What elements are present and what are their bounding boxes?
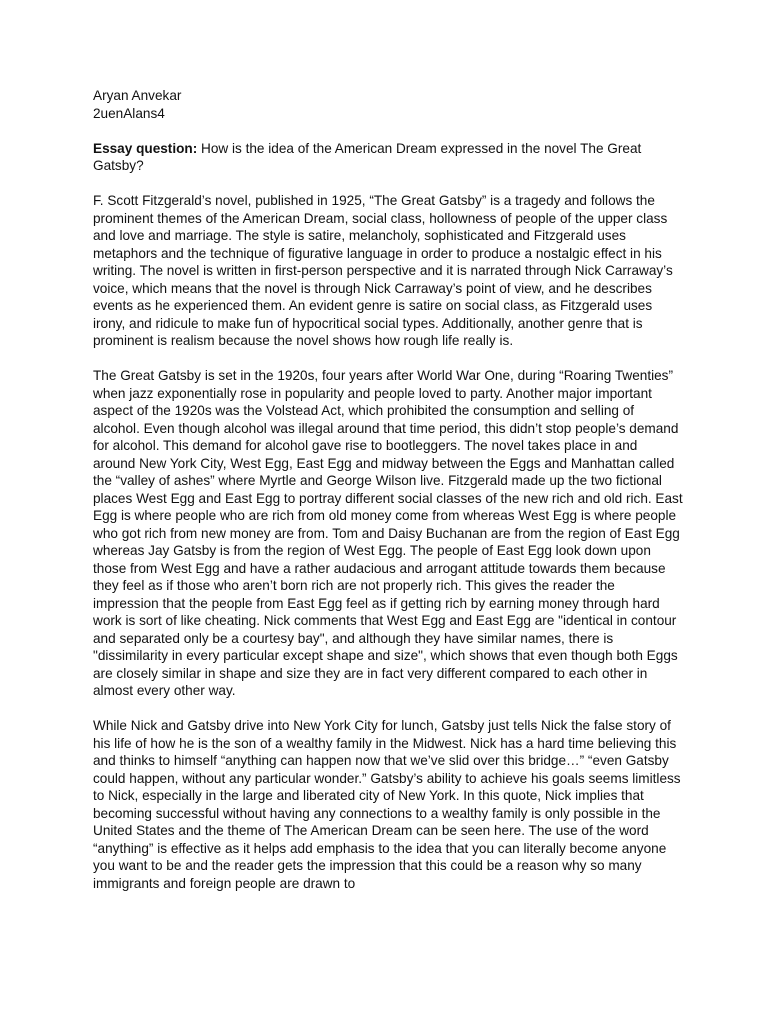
paragraph-intro: F. Scott Fitzgerald’s novel, published in 1925, “The Great Gatsby” is a tragedy and follows the prominent themes of the American Dream, social class, hollowness of people of the upper class and love and marriage. The style is satire, melancholy, sophisticated and Fitzgerald uses metaphors and the technique of figurative language in order to produce a nostalgic effect in his writing. The novel is written in first-person perspective and it is narrated through Nick Carraway’s voice, which means that the novel is through Nick Carraway’s point of view, and he describes events as he experienced them. An evident genre is satire on social class, as Fitzgerald uses irony, and ridicule to make fun of hypocritical social types. Additionally, another genre that is prominent is realism because the novel shows how rough life really is. (93, 193, 673, 348)
essay-question-text: How is the idea of the American Dream expressed in the novel The Great Gatsby? (93, 140, 642, 173)
spacer (93, 350, 683, 368)
paragraph-new-york: While Nick and Gatsby drive into New York City for lunch, Gatsby just tells Nick the false story of his life of how he is the son of a wealthy family in the Midwest. Nick has a hard time believing this and thinks to himself “anything can happen now that we’ve slid over this bridge…” “even Gatsby could happen, without any particular wonder.” Gatsby’s ability to achieve his goals seems limitless to Nick, especially in the large and liberated city of New York. In this quote, Nick implies that becoming successful without having any connections to a wealthy family is only possible in the United States and the theme of The American Dream can be seen here. The use of the word “anything” is effective as it helps add emphasis to the idea that you can literally become anyone you want to be and the reader gets the impression that this could be a reason why so many immigrants and foreign people are drawn to (93, 718, 681, 891)
author-name: Aryan Anvekar (93, 88, 182, 103)
paragraph-setting: The Great Gatsby is set in the 1920s, four years after World War One, during “Roaring Twenties” when jazz exponentially rose in popularity and people loved to party. Another major important aspect of the 1920s was the Volstead Act, which prohibited the consumption and selling of alcohol. Even though alcohol was illegal around that time period, this didn’t stop people’s demand for alcohol. This demand for alcohol gave rise to bootleggers. The novel takes place in and around New York City, West Egg, East Egg and midway between the Eggs and Manhattan called the “valley of ashes” where Myrtle and George Wilson live. Fitzgerald made up the two fictional places West Egg and East Egg to portray different social classes of the new rich and old rich. East Egg is where people who are rich from old money come from whereas West Egg is where people who got rich from new money are from. Tom and Daisy Buchanan are from the region of East Egg whereas Jay Gatsby is from the region of West Egg. The people of East Egg look down upon those from West Egg and have a rather audacious and arrogant attitude towards them because they feel as if those who aren’t born rich are not properly rich. This gives the reader the impression that the people from East Egg feel as if getting rich by earning money through hard work is sort of like cheating. Nick comments that West Egg and East Egg are "identical in contour and separated only be a courtesy bay", and although they have similar names, there is "dissimilarity in every particular except shape and size", which shows that even though both Eggs are closely similar in shape and size they are in fact very different compared to each other in almost every other way. (93, 368, 683, 698)
essay-question-label: Essay question: (93, 140, 198, 156)
spacer (93, 122, 683, 140)
author-id: 2uenAlans4 (93, 105, 165, 121)
spacer (93, 700, 683, 718)
essay-body (93, 87, 683, 892)
essay-question (93, 140, 683, 175)
spacer (93, 175, 683, 193)
